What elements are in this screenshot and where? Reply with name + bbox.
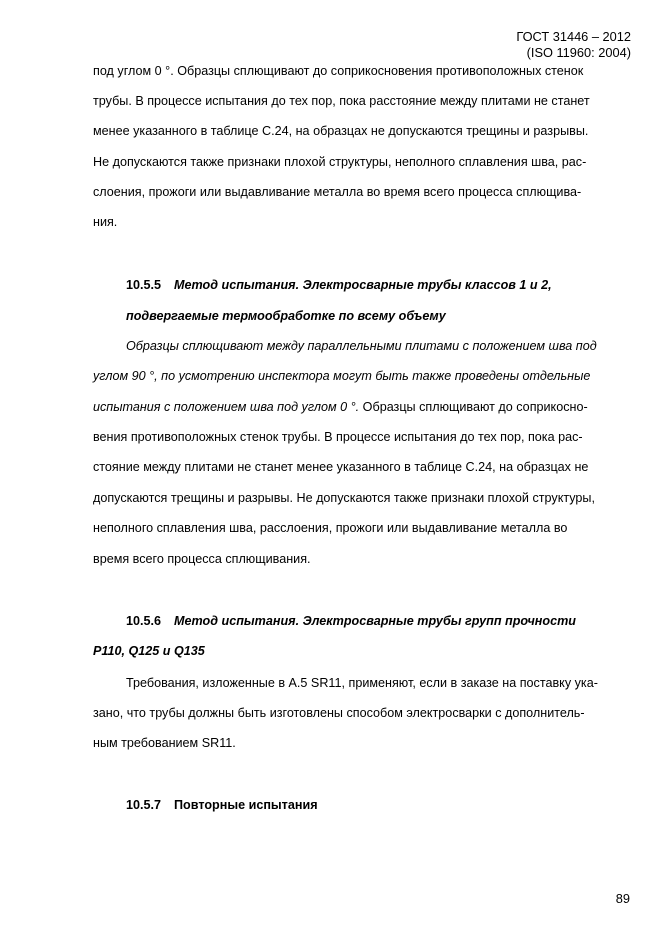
- regular-fragment: Образцы сплющивают до соприкосно-: [359, 400, 588, 414]
- section-title-continuation: подвергаемые термообработке по всему объему: [126, 309, 446, 323]
- section-number: 10.5.6: [126, 614, 162, 628]
- paragraph-line: Образцы сплющивают между параллельными плитами с положением шва под: [126, 339, 597, 353]
- paragraph-line: стояние между плитами не станет менее указанного в таблице С.24, на образцах не: [93, 460, 589, 474]
- paragraph-line: трубы. В процессе испытания до тех пор, пока расстояние между плитами не станет: [93, 94, 590, 108]
- paragraph-line: зано, что трубы должны быть изготовлены способом электросварки с дополнитель-: [93, 706, 585, 720]
- paragraph-line: [93, 400, 588, 414]
- section-title: Повторные испытания: [174, 798, 318, 812]
- paragraph-line: слоения, прожоги или выдавливание металла во время всего процесса сплющива-: [93, 185, 582, 199]
- paragraph-line: под углом 0 °. Образцы сплющивают до соприкосновения противоположных стенок: [93, 64, 584, 78]
- section-heading-10-5-6: [126, 614, 576, 628]
- standard-number: ГОСТ 31446 – 2012: [516, 29, 631, 44]
- paragraph-line: вения противоположных стенок трубы. В процессе испытания до тех пор, пока рас-: [93, 430, 583, 444]
- section-title: Метод испытания. Электросварные трубы групп прочности: [174, 614, 576, 628]
- section-title: Метод испытания. Электросварные трубы классов 1 и 2,: [174, 278, 552, 292]
- section-number: 10.5.5: [126, 278, 162, 292]
- paragraph-line: допускаются трещины и разрывы. Не допускаются также признаки плохой структуры,: [93, 491, 595, 505]
- document-header: [516, 29, 631, 61]
- section-title-continuation: P110, Q125 и Q135: [93, 644, 205, 658]
- paragraph-line: неполного сплавления шва, расслоения, прожоги или выдавливание металла во: [93, 521, 568, 535]
- italic-fragment: испытания с положением шва под углом 0 °.: [93, 400, 360, 414]
- iso-reference: (ISO 11960: 2004): [526, 45, 631, 60]
- paragraph-line: ным требованием SR11.: [93, 736, 236, 750]
- section-number: 10.5.7: [126, 798, 162, 812]
- paragraph-line: углом 90 °, по усмотрению инспектора могут быть также проведены отдельные: [93, 369, 591, 383]
- paragraph-line: Требования, изложенные в А.5 SR11, применяют, если в заказе на поставку ука-: [126, 676, 598, 690]
- paragraph-line: ния.: [93, 215, 118, 229]
- section-heading-10-5-5: [126, 278, 552, 292]
- paragraph-line: менее указанного в таблице С.24, на образцах не допускаются трещины и разрывы.: [93, 124, 589, 138]
- section-heading-10-5-7: [126, 798, 318, 812]
- page-number: 89: [615, 891, 630, 906]
- paragraph-line: Не допускаются также признаки плохой структуры, неполного сплавления шва, рас-: [93, 155, 587, 169]
- paragraph-line: время всего процесса сплющивания.: [93, 552, 311, 566]
